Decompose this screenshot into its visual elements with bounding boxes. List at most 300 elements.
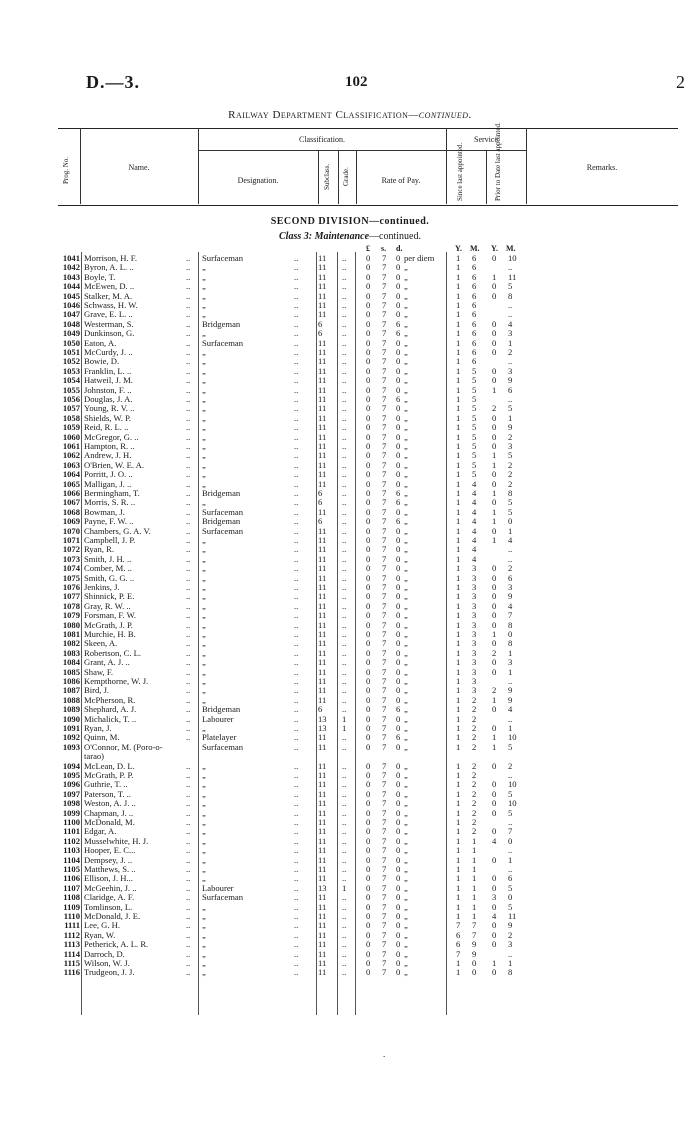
rate-period: „	[404, 629, 408, 639]
leader-dots: ..	[186, 958, 191, 968]
leader-dots: ..	[186, 694, 191, 705]
leader-dots: ..	[186, 948, 191, 959]
since-years: 1	[456, 591, 461, 602]
rate-period: „	[404, 497, 408, 508]
prog-number: 1081	[62, 629, 80, 639]
designation: „	[202, 638, 206, 649]
prog-number: 1113	[63, 939, 80, 950]
leader-dots: ..	[294, 253, 299, 263]
prog-number: 1071	[62, 535, 80, 545]
rate-pence: 0	[396, 873, 401, 884]
subclass: 11	[318, 563, 327, 574]
prior-months: 4	[508, 704, 513, 715]
prog-number: 1108	[63, 892, 80, 903]
rate-pence: 0	[396, 469, 401, 480]
prior-years: 0	[492, 666, 497, 677]
subclass: 11	[318, 384, 327, 395]
since-months: 1	[472, 854, 477, 865]
prior-months: 9	[508, 375, 513, 386]
prior-months: 3	[508, 441, 513, 451]
leader-dots: ..	[186, 300, 191, 310]
leader-dots: ..	[294, 854, 299, 865]
employee-name: Forsman, F. W.	[84, 610, 137, 621]
grade: ..	[342, 854, 347, 865]
subclass: 11	[318, 375, 327, 386]
employee-name: Douglas, J. A.	[84, 394, 133, 404]
since-years: 1	[456, 488, 461, 498]
grade: ..	[342, 469, 347, 480]
leader-dots: ..	[294, 676, 299, 686]
grade: ..	[342, 544, 347, 555]
rate-period: „	[404, 516, 408, 527]
designation: „	[202, 431, 206, 442]
employee-name: Ryan, J.	[84, 723, 112, 733]
prior-years: 1	[492, 506, 497, 517]
grade: ..	[342, 394, 347, 404]
prog-number: 1092	[62, 732, 80, 743]
leader-dots: ..	[294, 553, 299, 564]
rate-pence: 0	[396, 939, 401, 950]
rate-pounds: 0	[366, 394, 371, 404]
rate-shillings: 7	[382, 394, 387, 404]
designation: „	[202, 450, 206, 461]
grade: ..	[342, 817, 347, 827]
designation: „	[202, 375, 206, 386]
subclass: 11	[318, 694, 327, 705]
designation: „	[202, 788, 206, 799]
leader-dots: ..	[294, 544, 299, 555]
employee-name: Smith, J. H. ..	[84, 553, 132, 564]
leader-dots: ..	[186, 469, 191, 480]
employee-name: Chapman, J. ..	[84, 807, 134, 818]
prog-number: 1093	[62, 741, 80, 752]
leader-dots: ..	[186, 412, 191, 423]
prog-number: 1043	[62, 271, 80, 282]
prior-months: 7	[508, 826, 513, 837]
prior-years: 0	[492, 365, 497, 376]
since-years: 1	[456, 253, 461, 263]
leader-dots: ..	[186, 770, 191, 780]
designation: „	[202, 610, 206, 621]
prior-years: 0	[492, 619, 497, 630]
rate-period: „	[404, 328, 408, 339]
prog-number: 1076	[62, 582, 80, 592]
rate-pounds: 0	[366, 535, 371, 545]
employee-name: Malligan, J. ..	[84, 478, 132, 489]
rate-shillings: 7	[382, 535, 387, 545]
since-months: 6	[472, 290, 477, 301]
rate-shillings: 7	[382, 854, 387, 865]
rate-period: „	[404, 873, 408, 884]
leader-dots: ..	[294, 760, 299, 771]
employee-name: Trudgeon, J. J.	[84, 967, 135, 978]
employee-name: Bird, J.	[84, 685, 110, 696]
leader-dots: ..	[294, 516, 299, 527]
prior-years: 0	[492, 497, 497, 508]
leader-dots: ..	[186, 798, 191, 809]
since-years: 1	[456, 506, 461, 517]
designation: Surfaceman	[202, 337, 244, 348]
designation: „	[202, 563, 206, 574]
rate-period: „	[404, 356, 408, 367]
employee-name: Kempthorne, W. J.	[84, 676, 149, 686]
since-months: 1	[472, 864, 477, 874]
subclass: 11	[318, 892, 327, 903]
employee-name: Andrew, J. H.	[84, 450, 132, 461]
since-months: 2	[472, 826, 477, 837]
leader-dots: ..	[186, 685, 191, 696]
prior-months: 11	[508, 271, 517, 282]
subclass: 11	[318, 629, 327, 639]
since-years: 1	[456, 835, 461, 846]
prior-months: 1	[508, 337, 513, 348]
table-row	[0, 846, 700, 855]
prior-years: 0	[492, 600, 497, 611]
rate-period: „	[404, 412, 408, 423]
since-months: 5	[472, 469, 477, 480]
grade: ..	[342, 760, 347, 771]
prog-number: 1089	[62, 704, 80, 715]
rate-period: „	[404, 469, 408, 480]
rate-shillings: 7	[382, 309, 387, 320]
employee-name: Tomlinson, L.	[84, 901, 133, 912]
prior-years: 0	[492, 882, 497, 893]
prior-months: 5	[508, 450, 513, 461]
rate-shillings: 7	[382, 864, 387, 874]
since-years: 1	[456, 817, 461, 827]
leader-dots: ..	[186, 967, 191, 978]
page-title-continued: —continued.	[408, 109, 472, 121]
since-years: 1	[456, 864, 461, 874]
leader-dots: ..	[294, 290, 299, 301]
employee-name: McEwen, D. ..	[84, 281, 135, 292]
subclass: 11	[318, 817, 327, 827]
unit-pence: d.	[396, 244, 403, 253]
employee-name: Musselwhite, H. J.	[84, 835, 149, 846]
grade: ..	[342, 732, 347, 743]
employee-name: Ellison, J. H...	[84, 873, 133, 884]
leader-dots: ..	[186, 892, 191, 903]
leader-dots: ..	[294, 817, 299, 827]
designation: „	[202, 281, 206, 292]
employee-name: Westerman, S.	[84, 318, 134, 329]
designation: „	[202, 600, 206, 611]
subclass: 11	[318, 666, 327, 677]
employee-name: Smith, G. G. ..	[84, 572, 135, 583]
prior-months: 5	[508, 281, 513, 292]
leader-dots: ..	[186, 732, 191, 743]
since-years: 1	[456, 459, 461, 470]
rate-pence: 0	[396, 741, 401, 752]
prog-number: 1044	[62, 281, 80, 292]
subclass: 11	[318, 506, 327, 517]
employee-name: Boyle, T.	[84, 271, 116, 282]
since-months: 1	[472, 882, 477, 893]
prior-months: 4	[508, 535, 513, 545]
since-years: 1	[456, 347, 461, 357]
rate-pence: 0	[396, 685, 401, 696]
rate-pounds: 0	[366, 478, 371, 489]
leader-dots: ..	[186, 318, 191, 329]
rate-period: „	[404, 864, 408, 874]
employee-name: Shields, W. P.	[84, 412, 132, 423]
rate-period: „	[404, 290, 408, 301]
leader-dots: ..	[186, 901, 191, 912]
designation: „	[202, 666, 206, 677]
prior-months: 8	[508, 488, 513, 498]
since-years: 1	[456, 441, 461, 451]
since-years: 1	[456, 478, 461, 489]
rate-period: „	[404, 948, 408, 959]
employee-name: Franklin, L. ..	[84, 365, 132, 376]
since-months: 4	[472, 497, 477, 508]
since-months: 4	[472, 516, 477, 527]
prior-years: 1	[492, 459, 497, 470]
rate-pence: 0	[396, 901, 401, 912]
employee-name: Hampton, R. ..	[84, 441, 135, 451]
prog-number: 1047	[62, 309, 80, 320]
prior-months: 9	[508, 422, 513, 433]
employee-name: Stalker, M. A.	[84, 290, 133, 301]
leader-dots: ..	[186, 356, 191, 367]
grade: ..	[342, 873, 347, 884]
grade: ..	[342, 290, 347, 301]
designation: „	[202, 535, 206, 545]
subclass: 11	[318, 638, 327, 649]
leader-dots: ..	[294, 328, 299, 339]
since-months: 4	[472, 488, 477, 498]
rate-period: „	[404, 817, 408, 827]
leader-dots: ..	[186, 657, 191, 668]
employee-name: Dunkinson, G.	[84, 328, 135, 339]
prog-number: 1050	[62, 337, 80, 348]
rate-shillings: 7	[382, 619, 387, 630]
rate-pounds: 0	[366, 262, 371, 273]
leader-dots: ..	[294, 488, 299, 498]
designation: „	[202, 619, 206, 630]
unit-years-prior: Y.	[491, 244, 499, 253]
leader-dots: ..	[294, 723, 299, 733]
rate-period: „	[404, 666, 408, 677]
table-row	[0, 329, 700, 338]
subclass: 11	[318, 525, 327, 536]
rate-period: „	[404, 835, 408, 846]
since-months: 6	[472, 318, 477, 329]
classification-header: Classification.	[299, 135, 345, 144]
rate-pence: 0	[396, 535, 401, 545]
subclass: 11	[318, 544, 327, 555]
employee-name: Weston, A. J. ..	[84, 798, 136, 809]
grade: ..	[342, 845, 347, 856]
employee-name: Dempsey, J. ..	[84, 854, 133, 865]
since-years: 1	[456, 384, 461, 395]
prior-years: 2	[492, 685, 497, 696]
since-months: 3	[472, 572, 477, 583]
leader-dots: ..	[294, 535, 299, 545]
rate-pounds: 0	[366, 864, 371, 874]
designation: „	[202, 854, 206, 865]
rate-period: „	[404, 422, 408, 433]
rate-shillings: 7	[382, 365, 387, 376]
rate-shillings: 7	[382, 347, 387, 357]
leader-dots: ..	[186, 713, 191, 724]
since-years: 1	[456, 911, 461, 921]
rate-pounds: 0	[366, 431, 371, 442]
designation: „	[202, 365, 206, 376]
subclass: 11	[318, 854, 327, 865]
leader-dots: ..	[294, 704, 299, 715]
designation: „	[202, 647, 206, 658]
rate-shillings: 7	[382, 704, 387, 715]
rate-pence: 0	[396, 845, 401, 856]
rate-pence: 0	[396, 638, 401, 649]
designation: „	[202, 328, 206, 339]
prior-months: ..	[508, 553, 513, 564]
grade: ..	[342, 478, 347, 489]
designation: „	[202, 760, 206, 771]
rate-shillings: 7	[382, 459, 387, 470]
grade: ..	[342, 318, 347, 329]
prior-years: 0	[492, 807, 497, 818]
prog-number: 1058	[62, 412, 80, 423]
employee-name: Eaton, A.	[84, 337, 117, 348]
leader-dots: ..	[186, 516, 191, 527]
leader-dots: ..	[186, 629, 191, 639]
rate-period: „	[404, 403, 408, 414]
grade: ..	[342, 459, 347, 470]
since-years: 1	[456, 553, 461, 564]
subclass: 11	[318, 958, 327, 968]
leader-dots: ..	[186, 535, 191, 545]
designation: „	[202, 657, 206, 668]
since-months: 3	[472, 619, 477, 630]
prog-number: 1085	[62, 666, 80, 677]
table-row	[0, 282, 700, 291]
rate-pounds: 0	[366, 854, 371, 865]
prior-years: 0	[492, 563, 497, 574]
since-months: 5	[472, 459, 477, 470]
leader-dots: ..	[186, 337, 191, 348]
rate-pence: 0	[396, 375, 401, 386]
leader-dots: ..	[186, 365, 191, 376]
employee-name: Jenkins, J.	[84, 582, 120, 592]
rate-pence: 0	[396, 422, 401, 433]
prior-years: 0	[492, 281, 497, 292]
prog-number: 1109	[63, 901, 80, 912]
subclass: 11	[318, 911, 327, 921]
leader-dots: ..	[186, 572, 191, 583]
table-row	[0, 517, 700, 526]
since-years: 1	[456, 826, 461, 837]
since-months: 1	[472, 892, 477, 903]
designation: „	[202, 826, 206, 837]
prior-years: 0	[492, 582, 497, 592]
prior-months: 1	[508, 647, 513, 658]
rate-period: „	[404, 600, 408, 611]
prior-years: 0	[492, 920, 497, 931]
grade: ..	[342, 610, 347, 621]
leader-dots: ..	[294, 939, 299, 950]
rate-pence: 0	[396, 253, 401, 263]
employee-name: Ryan, R.	[84, 544, 114, 555]
rate-shillings: 7	[382, 967, 387, 978]
rate-pounds: 0	[366, 657, 371, 668]
rate-pounds: 0	[366, 572, 371, 583]
prog-number: 1086	[62, 676, 80, 686]
subclass: 11	[318, 253, 327, 263]
rate-period: „	[404, 347, 408, 357]
prior-months: 11	[508, 911, 517, 921]
rate-pence: 0	[396, 563, 401, 574]
prior-years: 1	[492, 271, 497, 282]
subclass: 11	[318, 788, 327, 799]
designation: „	[202, 817, 206, 827]
designation: Surfaceman	[202, 892, 244, 903]
rate-pounds: 0	[366, 422, 371, 433]
prior-months: 10	[508, 253, 517, 263]
prog-number: 1068	[62, 506, 80, 517]
since-months: 2	[472, 732, 477, 743]
since-months: 3	[472, 666, 477, 677]
since-years: 1	[456, 788, 461, 799]
grade: ..	[342, 948, 347, 959]
rate-pounds: 0	[366, 873, 371, 884]
subclass: 6	[318, 516, 323, 527]
prog-no-header: Prog. No.	[62, 156, 70, 184]
unit-years-since: Y.	[455, 244, 463, 253]
rate-period: „	[404, 694, 408, 705]
subclass: 11	[318, 845, 327, 856]
rate-pounds: 0	[366, 901, 371, 912]
prog-number: 1055	[62, 384, 80, 395]
rate-pounds: 0	[366, 441, 371, 451]
grade: ..	[342, 506, 347, 517]
subclass: 11	[318, 271, 327, 282]
prior-years: 0	[492, 638, 497, 649]
grade: ..	[342, 328, 347, 339]
leader-dots: ..	[294, 685, 299, 696]
leader-dots: ..	[186, 826, 191, 837]
prog-number: 1072	[62, 544, 80, 555]
employee-name: McGrath, P. P.	[84, 770, 134, 780]
employee-name: Morrison, H. F.	[84, 253, 138, 263]
employee-name: McGeehin, J. ..	[84, 882, 137, 893]
employee-name: Paterson, T. ..	[84, 788, 131, 799]
since-years: 1	[456, 657, 461, 668]
since-years: 1	[456, 713, 461, 724]
designation: „	[202, 770, 206, 780]
subclass: 11	[318, 685, 327, 696]
prior-months: 1	[508, 723, 513, 733]
prog-number: 1102	[63, 835, 80, 846]
rate-pence: 0	[396, 864, 401, 874]
leader-dots: ..	[186, 290, 191, 301]
since-years: 1	[456, 281, 461, 292]
subclass: 11	[318, 365, 327, 376]
leader-dots: ..	[186, 431, 191, 442]
prog-number: 1059	[62, 422, 80, 433]
prior-months: 10	[508, 798, 517, 809]
rate-period: „	[404, 488, 408, 498]
prior-months: ..	[508, 262, 513, 273]
rate-shillings: 7	[382, 657, 387, 668]
rate-pence: 6	[396, 328, 401, 339]
prior-months: 2	[508, 469, 513, 480]
since-months: 2	[472, 807, 477, 818]
rate-shillings: 7	[382, 807, 387, 818]
designation: „	[202, 422, 206, 433]
grade: ..	[342, 619, 347, 630]
